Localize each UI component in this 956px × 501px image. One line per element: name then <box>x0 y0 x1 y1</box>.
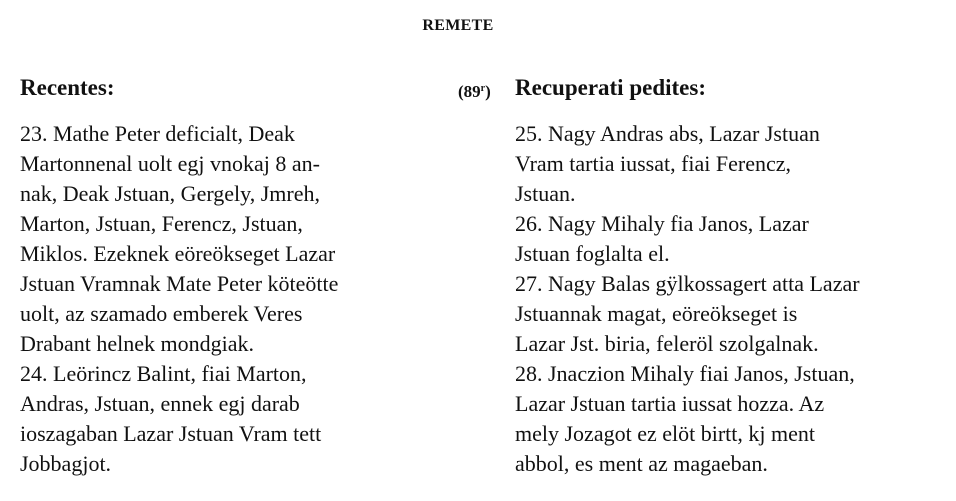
entry-27 <box>515 269 950 359</box>
entry-line: Jstuan Vramnak Mate Peter köteötte <box>20 271 339 296</box>
entry-23 <box>20 119 450 359</box>
left-column-heading: Recentes: <box>20 75 115 100</box>
entry-line: nak, Deak Jstuan, Gergely, Jmreh, <box>20 181 320 206</box>
entry-line: Andras, Jstuan, ennek egj darab <box>20 391 300 416</box>
entry-line: abbol, es ment az magaeban. <box>515 451 768 476</box>
running-head: REMETE <box>422 17 494 34</box>
entry-line: 27. Nagy Balas gÿlkossagert atta Lazar <box>515 271 860 296</box>
folio-marker <box>458 78 491 103</box>
entry-25 <box>515 119 950 209</box>
folio-number: (89 <box>458 82 481 101</box>
entry-line: Jobbagjot. <box>20 451 112 476</box>
entry-line: Vram tartia iussat, fiai Ferencz, <box>515 151 792 176</box>
entry-line: Lazar Jstuan tartia iussat hozza. Az <box>515 391 825 416</box>
entry-line: Jstuan. <box>515 181 576 206</box>
entry-line: Drabant helnek mondgiak. <box>20 331 254 356</box>
right-column-heading: Recuperati pedites: <box>515 75 706 100</box>
folio-side: r <box>480 83 486 94</box>
right-column <box>515 74 950 479</box>
entry-line: 28. Jnaczion Mihaly fiai Janos, Jstuan, <box>515 361 855 386</box>
entry-line: Marton, Jstuan, Ferencz, Jstuan, <box>20 211 303 236</box>
entry-line: Miklos. Ezeknek eöreökseget Lazar <box>20 241 336 266</box>
entry-line: uolt, az szamado emberek Veres <box>20 301 303 326</box>
entry-26 <box>515 209 950 269</box>
entry-line: mely Jozagot ez elöt birtt, kj ment <box>515 421 815 446</box>
folio-close: ) <box>485 82 491 101</box>
entry-line: Lazar Jst. biria, feleröl szolgalnak. <box>515 331 819 356</box>
entry-line: 23. Mathe Peter deficialt, Deak <box>20 121 295 146</box>
left-column <box>20 74 450 479</box>
entry-28 <box>515 359 950 479</box>
entry-line: Martonnenal uolt egj vnokaj 8 an- <box>20 151 320 176</box>
entry-line: 26. Nagy Mihaly fia Janos, Lazar <box>515 211 809 236</box>
entry-24 <box>20 359 450 479</box>
entry-line: 24. Leörincz Balint, fiai Marton, <box>20 361 307 386</box>
entry-line: ioszagaban Lazar Jstuan Vram tett <box>20 421 322 446</box>
entry-line: Jstuannak magat, eöreökseget is <box>515 301 798 326</box>
entry-line: Jstuan foglalta el. <box>515 241 670 266</box>
entry-line: 25. Nagy Andras abs, Lazar Jstuan <box>515 121 820 146</box>
